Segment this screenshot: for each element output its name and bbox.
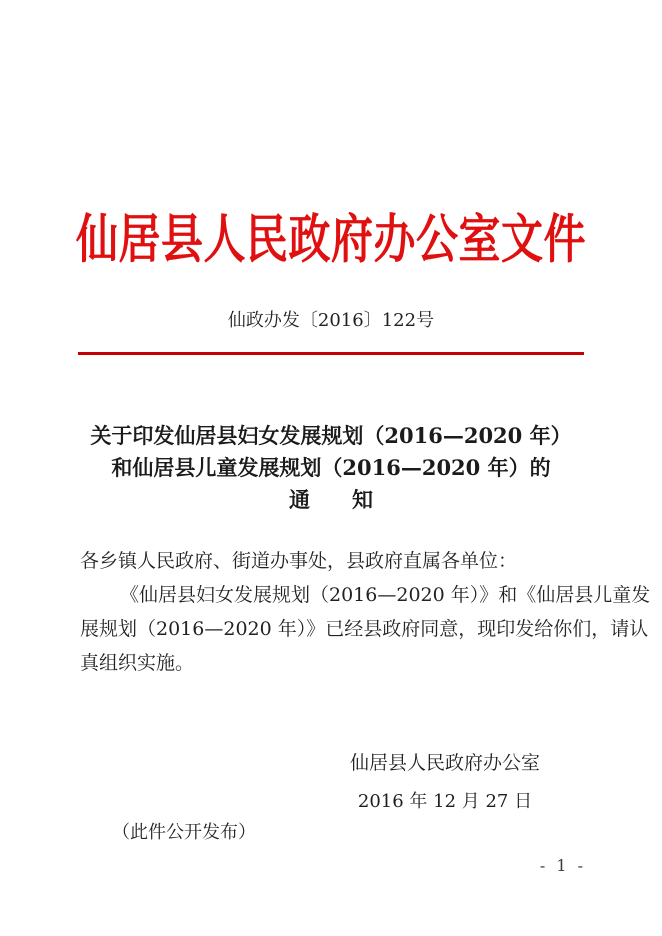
body-text-line: 展规划（2016—2020 年）》已经县政府同意，现印发给你们，请认 bbox=[80, 618, 649, 640]
doc-reference-number: 仙政办发〔2016〕122号 bbox=[227, 310, 435, 331]
doc-title-line-3: 通 知 bbox=[289, 487, 373, 512]
doc-body bbox=[80, 544, 651, 680]
signature-org-name: 仙居县人民政府办公室 bbox=[349, 752, 540, 774]
signature-date: 2016 年 12 月 27 日 bbox=[357, 791, 533, 812]
body-text-line: 《仙居县妇女发展规划（2016—2020 年）》和《仙居县儿童发 bbox=[120, 584, 651, 606]
public-release-note: （此件公开发布） bbox=[112, 822, 256, 843]
signature-block bbox=[300, 750, 590, 815]
doc-title-line-2: 和仙居县儿童发展规划（2016—2020 年）的 bbox=[111, 455, 551, 480]
body-text-line: 真组织实施。 bbox=[80, 652, 195, 674]
page-number: - 1 - bbox=[539, 856, 586, 875]
doc-title bbox=[30, 420, 632, 516]
red-divider-line bbox=[78, 352, 584, 355]
doc-title-line-1: 关于印发仙居县妇女发展规划（2016—2020 年） bbox=[90, 423, 572, 448]
salutation-line: 各乡镇人民政府、街道办事处，县政府直属各单位： bbox=[80, 550, 518, 572]
red-header-org-title: 仙居县人民政府办公室文件 bbox=[75, 208, 586, 270]
